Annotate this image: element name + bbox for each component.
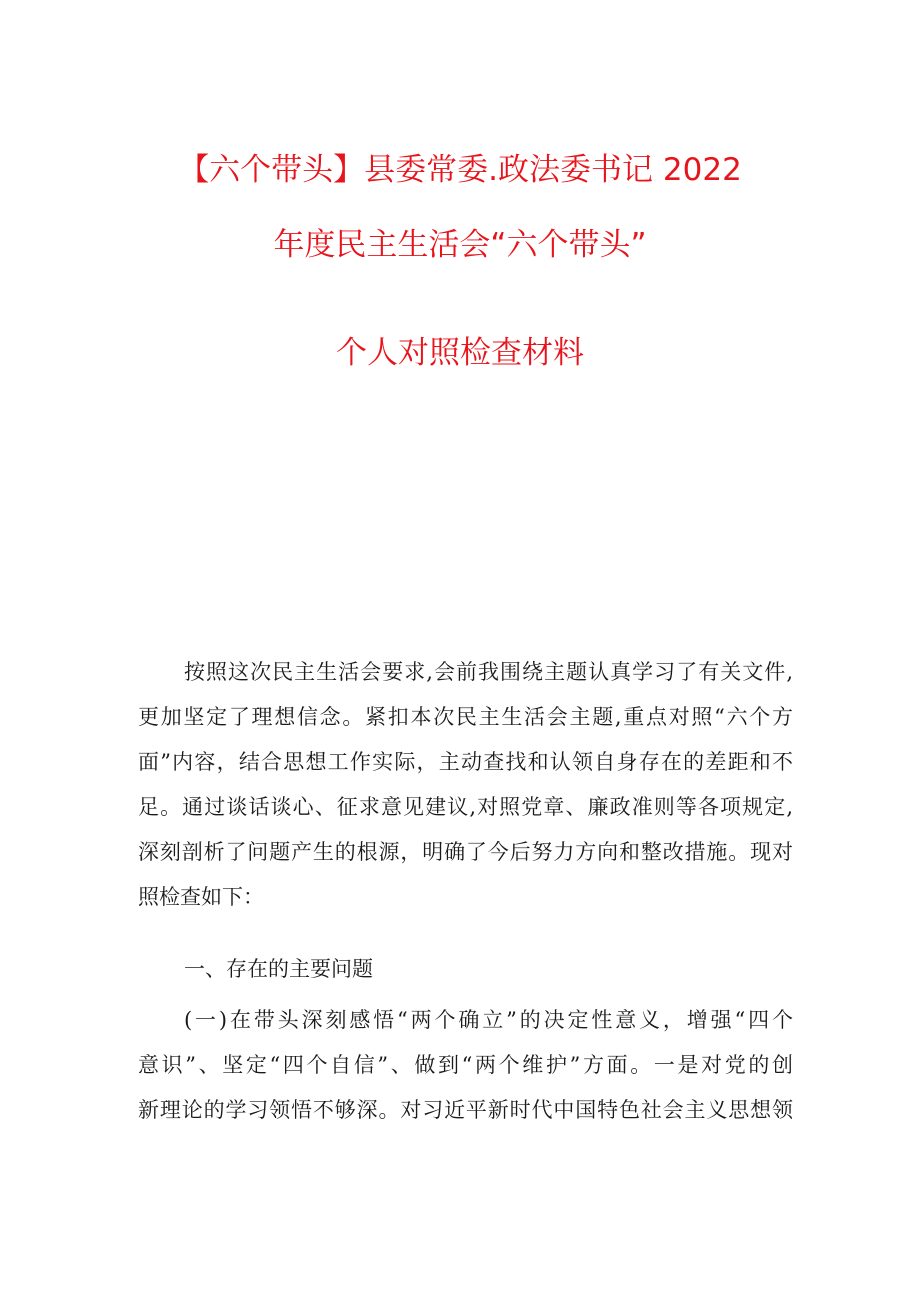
paragraph-line: 意识”、坚定“四个自信”、做到“两个维护”方面。一是对党的创 [138,1053,793,1077]
section-heading-text: 一、存在的主要问题 [184,957,373,981]
paragraph-line: 足。通过谈话谈心、征求意见建议,对照党章、廉政准则等各项规定, [138,795,793,819]
paragraph-intro [138,650,793,920]
paragraph-line: 更加坚定了理想信念。紧扣本次民主生活会主题,重点对照“六个方 [138,705,793,729]
paragraph-line: 面”内容，结合思想工作实际，主动查找和认领自身存在的差距和不 [138,750,793,774]
title-line-2: 年度民主生活会“六个带头” [273,227,647,263]
paragraph-line: 照检查如下： [138,885,264,909]
paragraph-line: 深刻剖析了问题产生的根源，明确了今后努力方向和整改措施。现对 [138,840,793,864]
section-heading [138,947,793,992]
paragraph-section1 [138,998,793,1133]
paragraph-line: 新理论的学习领悟不够深。对习近平新时代中国特色社会主义思想领 [138,1098,793,1122]
title-line-1: 【六个带头】县委常委.政法委书记 2022 [178,152,742,188]
title-line-3: 个人对照检查材料 [336,335,584,371]
paragraph-line: 按照这次民主生活会要求,会前我围绕主题认真学习了有关文件, [184,660,793,684]
paragraph-line: (一)在带头深刻感悟“两个确立”的决定性意义，增强“四个 [184,1008,793,1032]
